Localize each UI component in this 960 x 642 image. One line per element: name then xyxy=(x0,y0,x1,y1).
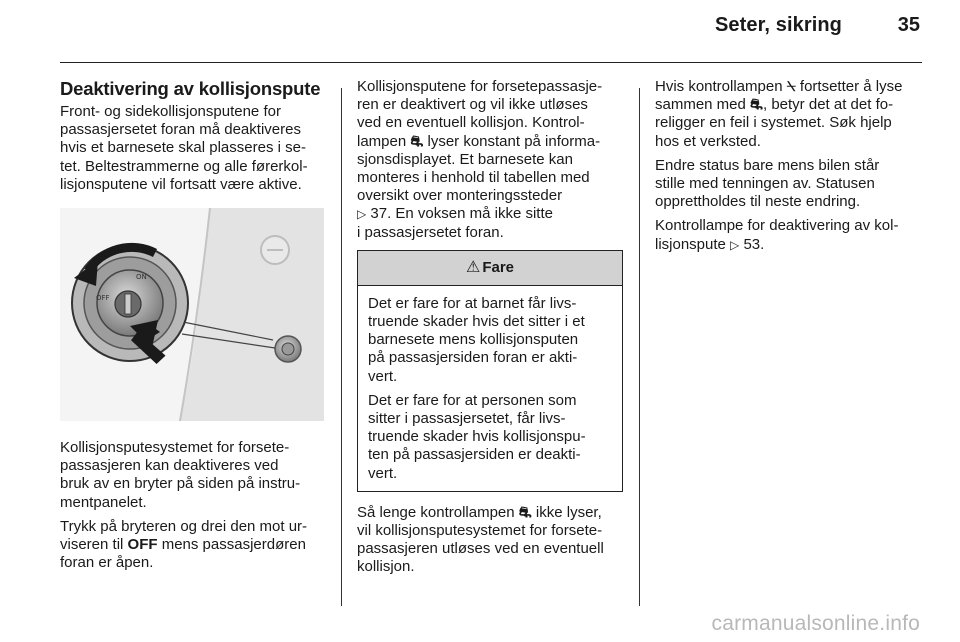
warning-title: Fare xyxy=(482,258,515,276)
warning-header xyxy=(358,251,622,286)
warning-paragraph-1: Det er fare for at barnet får livs- truende skader hvis det sitter i et barnesete mens kollisjonsputen på passasjersiden foran er akti- vert. xyxy=(368,294,585,385)
page-number: 35 xyxy=(897,14,920,36)
airbag-off-indicator-icon: ⛐ xyxy=(410,132,424,150)
column-divider-1 xyxy=(341,88,342,606)
column-divider-2 xyxy=(639,88,640,606)
airbag-off-indicator-icon: ⛐ xyxy=(518,503,532,521)
text-run: 37. En voksen må ikke sitte i passasjersetet foran. xyxy=(357,205,553,241)
off-label: OFF xyxy=(127,536,158,554)
text-run: 53. xyxy=(739,235,765,253)
section-heading: Deaktivering av kollisjonspute xyxy=(60,78,321,99)
active-paragraph xyxy=(357,504,623,577)
warning-triangle-icon: ⚠ xyxy=(465,258,481,276)
deactivated-paragraph xyxy=(357,78,623,242)
footer-watermark: carmanualsonline.info xyxy=(711,612,920,635)
text-run: ikke lyser, vil kollisjonsputesystemet for forsete- passasjeren utløses ved en eventuell kollisjon. xyxy=(357,503,604,576)
airbag-warning-icon: ⍀ xyxy=(786,78,796,95)
fault-paragraph xyxy=(655,78,923,151)
text-run: Kollisjonsputene for forsetepassasje- ren er deaktivert og vil ikke utløses ved en eventuell kollisjon. Kontrol- lampen xyxy=(357,78,603,150)
airbag-off-indicator-icon: ⛐ xyxy=(750,96,763,114)
text-run: Hvis kontrollampen xyxy=(655,78,787,95)
instruction-text-2: mens passasjerdøren foran er åpen. xyxy=(60,536,306,572)
instruction-paragraph xyxy=(60,518,326,573)
text-run: lyser konstant på informa- sjonsdisplayet. Et barnesete kan monteres i henhold til tabellen med oversikt over monteringssteder xyxy=(357,132,601,205)
airbag-switch-figure xyxy=(60,208,324,421)
warning-body xyxy=(358,286,622,491)
status-change-paragraph: Endre status bare mens bilen står stille med tenningen av. Statusen opprettholdes til neste endring. xyxy=(655,156,880,211)
text-run: Kontrollampe for deaktivering av kol- lisjonspute xyxy=(655,217,899,253)
airbag-switch-illustration xyxy=(60,208,324,421)
column-2 xyxy=(357,78,623,583)
danger-warning-box xyxy=(357,250,623,492)
instruction-text-1: Trykk på bryteren og drei den mot ur- viseren til xyxy=(60,517,308,554)
intro-paragraph: Front- og sidekollisjonsputene for passasjersetet foran må deaktiveres hvis et barnesete skal plasseres i se- tet. Beltestrammerne og alle førerkol- lisjonsputene vil fortsatt være aktive. xyxy=(60,103,308,193)
warning-paragraph-2: Det er fare for at personen som sitter i passasjersetet, får livs- truende skader hvis kollisjonspu- ten på passasjersiden er deakti- vert. xyxy=(368,391,586,482)
indicator-reference-paragraph xyxy=(655,217,923,253)
figure-caption: Kollisjonsputesystemet for forsete- passasjeren kan deaktiveres ved bruk av en bryter på siden på instru- mentpanelet. xyxy=(60,439,301,511)
text-run: fortsetter å lyse sammen med xyxy=(655,78,903,114)
page-header-title: Seter, sikring xyxy=(714,14,842,36)
column-3 xyxy=(655,78,923,260)
column-1 xyxy=(60,78,326,578)
text-run: Så lenge kontrollampen xyxy=(357,503,519,521)
switch-on-label: ON xyxy=(136,273,147,282)
switch-off-label: OFF xyxy=(96,294,110,303)
text-run: , betyr det at det fo- religger en feil i systemet. Søk hjelp hos et verksted. xyxy=(655,96,894,150)
page-ref-arrow-icon: ▷ xyxy=(730,237,740,252)
page-ref-arrow-icon: ▷ xyxy=(357,207,367,222)
header-divider xyxy=(60,62,922,63)
